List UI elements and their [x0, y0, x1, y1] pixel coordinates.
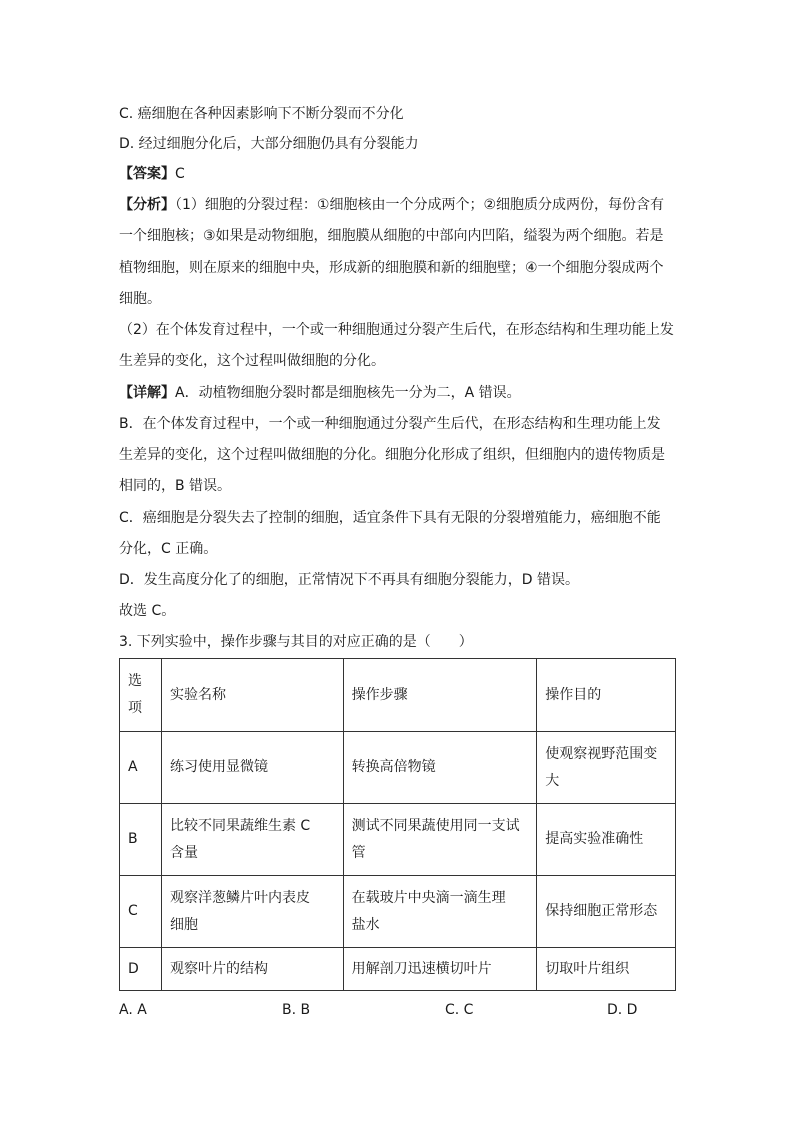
table-row — [120, 948, 676, 991]
analysis-line-3: 植物细胞，则在原来的细胞中央，形成新的细胞膜和新的细胞壁；④一个细胞分裂成两个 — [119, 260, 664, 276]
analysis-line-6: 生差异的变化，这个过程叫做细胞的分化。 — [119, 353, 385, 369]
answer-option-c: C. C — [445, 1002, 474, 1018]
answer-option-b: B. B — [282, 1002, 311, 1018]
cell-experiment: 比较不同果蔬维生素 C 含量 — [161, 804, 343, 876]
detail-line-6: 分化，C 正确。 — [119, 541, 218, 557]
cell-purpose: 保持细胞正常形态 — [537, 876, 676, 948]
cell-option: D — [120, 948, 162, 991]
cell-option: A — [120, 732, 162, 804]
cell-option: B — [120, 804, 162, 876]
cell-steps: 用解剖刀迅速横切叶片 — [343, 948, 537, 991]
detail-line-2: B．在个体发育过程中，一个或一种细胞通过分裂产生后代，在形态结构和生理功能上发 — [119, 416, 661, 432]
detail-line-1 — [119, 383, 679, 403]
detail-label: 【详解】 — [119, 385, 175, 401]
experiment-table — [119, 658, 676, 991]
answer-line — [119, 164, 679, 184]
detail-line-5: C．癌细胞是分裂失去了控制的细胞，适宜条件下具有无限的分裂增殖能力，癌细胞不能 — [119, 510, 661, 526]
cell-experiment: 观察洋葱鳞片叶内表皮细胞 — [161, 876, 343, 948]
answer-label: 【答案】 — [119, 166, 175, 182]
option-d-text: D. 经过细胞分化后，大部分细胞仍具有分裂能力 — [119, 136, 419, 152]
analysis-line-4: 细胞。 — [119, 291, 161, 307]
detail-line-4: 相同的，B 错误。 — [119, 478, 232, 494]
detail-line-7: D．发生高度分化了的细胞，正常情况下不再具有细胞分裂能力，D 错误。 — [119, 572, 580, 588]
header-experiment: 实验名称 — [161, 659, 343, 732]
table-header-row — [120, 659, 676, 732]
answer-value: C — [175, 166, 185, 182]
table-row — [120, 804, 676, 876]
cell-steps: 转换高倍物镜 — [343, 732, 537, 804]
analysis-line-1 — [119, 195, 679, 215]
cell-purpose: 切取叶片组织 — [537, 948, 676, 991]
analysis-label: 【分析】 — [119, 197, 175, 213]
cell-purpose: 使观察视野范围变大 — [537, 732, 676, 804]
answer-option-a: A. A — [119, 1002, 147, 1018]
analysis-line-5: （2）在个体发育过程中，一个或一种细胞通过分裂产生后代，在形态结构和生理功能上发 — [119, 322, 674, 338]
option-c-text: C. 癌细胞在各种因素影响下不断分裂而不分化 — [119, 106, 404, 122]
header-purpose: 操作目的 — [537, 659, 676, 732]
table-row — [120, 732, 676, 804]
analysis-line-2: 一个细胞核；③如果是动物细胞，细胞膜从细胞的中部向内凹陷，缢裂为两个细胞。若是 — [119, 228, 664, 244]
cell-steps: 测试不同果蔬使用同一支试管 — [343, 804, 537, 876]
conclusion-line: 故选 C。 — [119, 603, 176, 619]
cell-option: C — [120, 876, 162, 948]
cell-purpose: 提高实验准确性 — [537, 804, 676, 876]
table-row — [120, 876, 676, 948]
cell-steps: 在载玻片中央滴一滴生理盐水 — [343, 876, 537, 948]
answer-option-d: D. D — [607, 1002, 638, 1018]
cell-experiment: 练习使用显微镜 — [161, 732, 343, 804]
detail-line-3: 生差异的变化，这个过程叫做细胞的分化。细胞分化形成了组织，但细胞内的遗传物质是 — [119, 447, 665, 463]
analysis-text-1: （1）细胞的分裂过程：①细胞核由一个分成两个；②细胞质分成两份，每份含有 — [175, 197, 665, 213]
header-option: 选项 — [120, 659, 162, 732]
cell-experiment: 观察叶片的结构 — [161, 948, 343, 991]
detail-text-1: A．动植物细胞分裂时都是细胞核先一分为二，A 错误。 — [175, 385, 521, 401]
header-steps: 操作步骤 — [343, 659, 537, 732]
question-3-stem: 3. 下列实验中，操作步骤与其目的对应正确的是（ ） — [119, 634, 473, 650]
